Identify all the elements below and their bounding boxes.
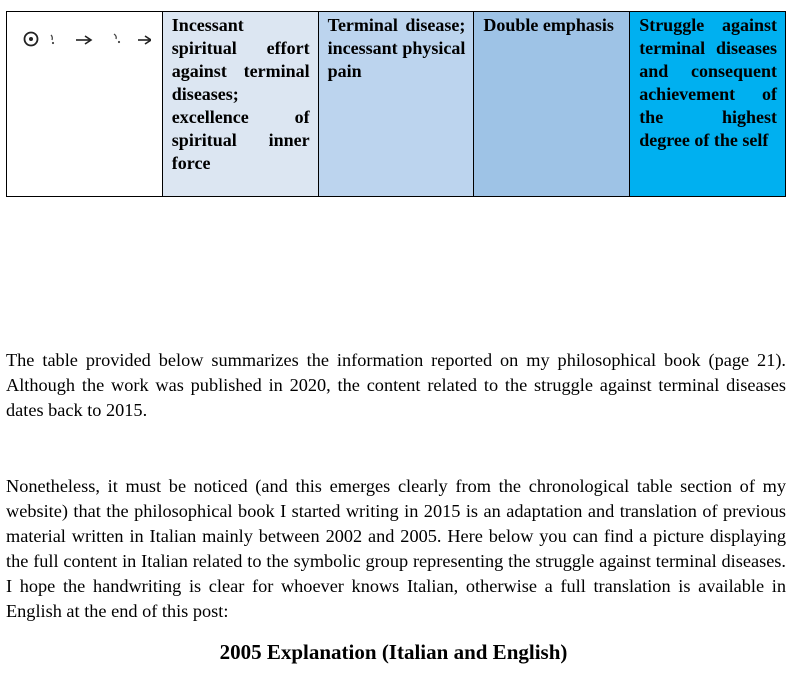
- meaning-text: Terminal disease; incessant physical pain: [327, 15, 466, 81]
- meaning-text: Double emphasis: [483, 15, 614, 35]
- symbol-cell: [7, 12, 163, 197]
- sun-dot-arrow-sequence-icon: [21, 28, 151, 52]
- meaning-cell-struggle: [630, 12, 786, 197]
- meaning-text: Incessant spiritual effort against terminal diseases; excellence of spiritual inner force: [171, 15, 310, 173]
- intro-paragraph: The table provided below summarizes the information reported on my philosophical book (page 21). Although the work was published in 2020, the content related to the struggle against terminal diseases dates back to 2015.: [6, 350, 786, 420]
- meaning-cell-terminal-disease: [318, 12, 474, 197]
- symbol-meaning-table: [6, 11, 786, 197]
- table-row: [7, 12, 786, 197]
- meaning-cell-spiritual-effort: [162, 12, 318, 197]
- context-paragraph: Nonetheless, it must be noticed (and this emerges clearly from the chronological table section of my website) that the philosophical book I started writing in 2015 is an adaptation and translation of previous material written in Italian mainly between 2002 and 2005. Here below you can find a picture displaying the full content in Italian related to the symbolic group representing the struggle against terminal diseases. I hope the handwriting is clear for whoever knows Italian, otherwise a full translation is available in English at the end of this post:: [6, 476, 786, 621]
- meaning-cell-double-emphasis: [474, 12, 630, 197]
- meaning-text: Struggle against terminal diseases and consequent achievement of the highest degree of the self: [639, 15, 777, 150]
- section-heading: 2005 Explanation (Italian and English): [219, 640, 568, 664]
